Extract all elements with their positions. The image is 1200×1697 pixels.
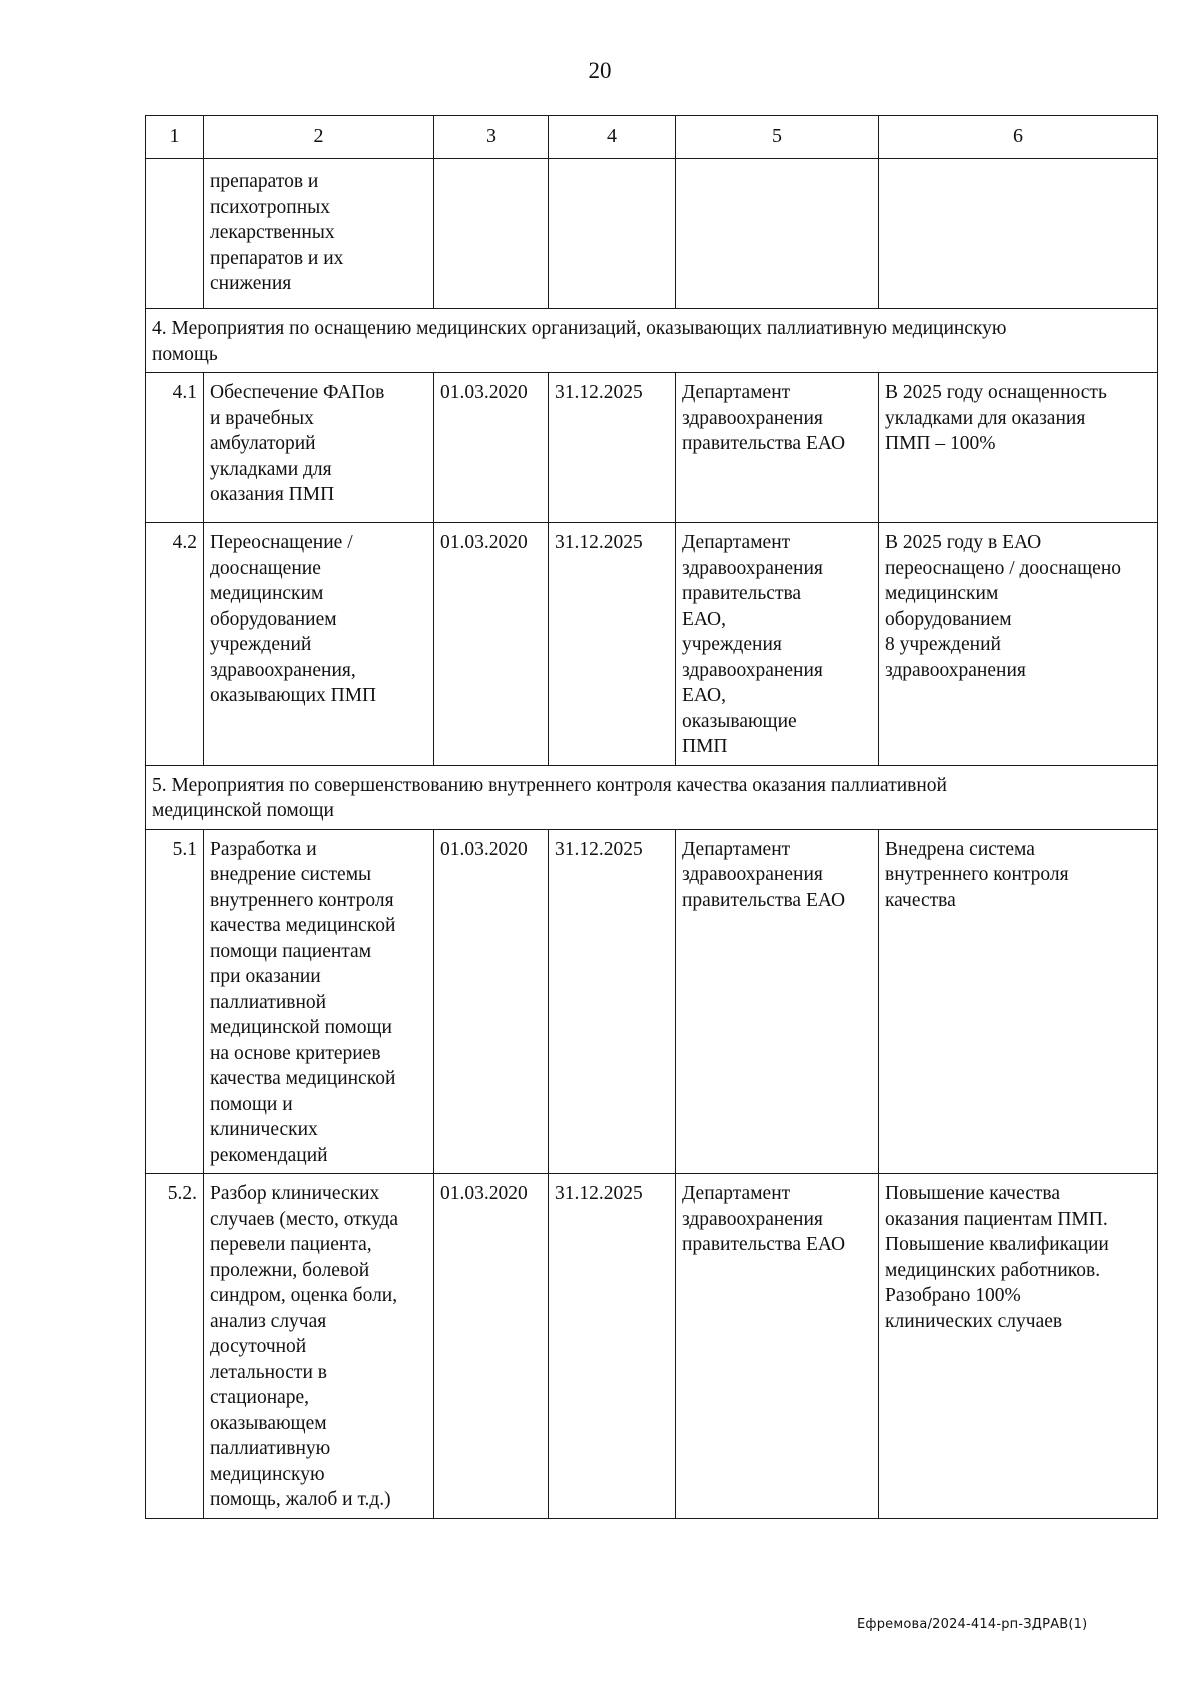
table-row — [146, 373, 1158, 523]
table-cell — [549, 159, 676, 309]
start-date: 01.03.2020 — [434, 1174, 549, 1519]
section-title: 5. Мероприятия по совершенствованию внутреннего контроля качества оказания паллиативной медицинской помощи — [146, 765, 1158, 829]
executor: Департамент здравоохранения правительства ЕАО — [676, 1174, 879, 1519]
measure-name: Разбор клинических случаев (место, откуда перевели пациента, пролежни, болевой синдром, оценка боли, анализ случая досуточной летальности в стационаре, оказывающем паллиативную медицинскую помощь, жалоб и т.д.) — [204, 1174, 434, 1519]
measure-name: Разработка и внедрение системы внутреннего контроля качества медицинской помощи пациентам при оказании паллиативной медицинской помощи на основе критериев качества медицинской помощи и клинических рекомендаций — [204, 829, 434, 1174]
expected-result: В 2025 году оснащенность укладками для оказания ПМП – 100% — [879, 373, 1158, 523]
header-cell: 5 — [676, 116, 879, 159]
table-row — [146, 829, 1158, 1174]
table-cell — [434, 159, 549, 309]
table-row — [146, 159, 1158, 309]
header-cell: 4 — [549, 116, 676, 159]
expected-result: В 2025 году в ЕАО переоснащено / дооснащено медицинским оборудованием 8 учреждений здравоохранения — [879, 523, 1158, 766]
measure-name: Обеспечение ФАПов и врачебных амбулаторий укладками для оказания ПМП — [204, 373, 434, 523]
end-date: 31.12.2025 — [549, 829, 676, 1174]
row-number: 4.1 — [146, 373, 204, 523]
table-cell — [676, 159, 879, 309]
row-number: 5.1 — [146, 829, 204, 1174]
section-row — [146, 765, 1158, 829]
section-row — [146, 309, 1158, 373]
table-cell — [879, 159, 1158, 309]
expected-result: Повышение качества оказания пациентам ПМП. Повышение квалификации медицинских работников. Разобрано 100% клинических случаев — [879, 1174, 1158, 1519]
header-cell: 6 — [879, 116, 1158, 159]
end-date: 31.12.2025 — [549, 523, 676, 766]
document-code: Ефремова/2024-414-рп-ЗДРАВ(1) — [857, 1617, 1088, 1632]
row-number: 4.2 — [146, 523, 204, 766]
header-cell: 1 — [146, 116, 204, 159]
measure-name-continuation: препаратов и психотропных лекарственных препаратов и их снижения — [204, 159, 434, 309]
page-number: 20 — [588, 58, 612, 83]
column-number-header-row — [146, 116, 1158, 159]
expected-result: Внедрена система внутреннего контроля качества — [879, 829, 1158, 1174]
executor: Департамент здравоохранения правительства ЕАО — [676, 373, 879, 523]
section-title: 4. Мероприятия по оснащению медицинских организаций, оказывающих паллиативную медицинскую помощь — [146, 309, 1158, 373]
measure-name: Переоснащение / дооснащение медицинским оборудованием учреждений здравоохранения, оказывающих ПМП — [204, 523, 434, 766]
header-cell: 2 — [204, 116, 434, 159]
table-row — [146, 523, 1158, 766]
table-row — [146, 1174, 1158, 1519]
end-date: 31.12.2025 — [549, 373, 676, 523]
measures-table — [145, 115, 1158, 1519]
executor: Департамент здравоохранения правительства ЕАО, учреждения здравоохранения ЕАО, оказывающие ПМП — [676, 523, 879, 766]
header-cell: 3 — [434, 116, 549, 159]
end-date: 31.12.2025 — [549, 1174, 676, 1519]
row-number: 5.2. — [146, 1174, 204, 1519]
start-date: 01.03.2020 — [434, 523, 549, 766]
table-cell — [146, 159, 204, 309]
start-date: 01.03.2020 — [434, 373, 549, 523]
start-date: 01.03.2020 — [434, 829, 549, 1174]
executor: Департамент здравоохранения правительства ЕАО — [676, 829, 879, 1174]
